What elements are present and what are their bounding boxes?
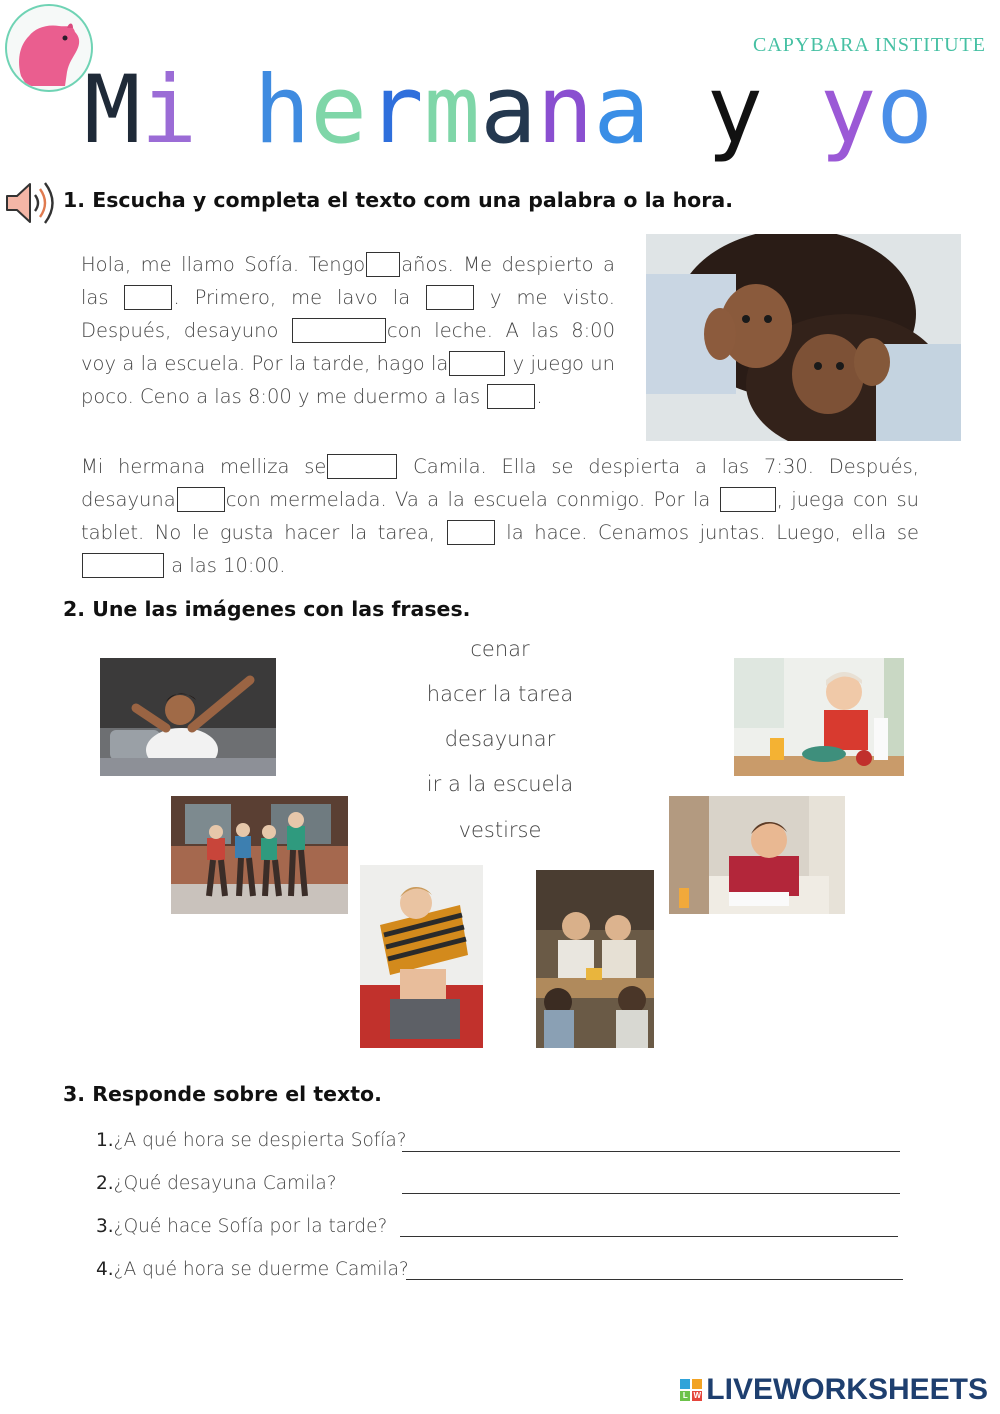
match-word-ir-a-la-escuela[interactable]: ir a la escuela bbox=[426, 772, 574, 796]
text-fragment: Camila. Ella se despierta a las 7:30. Después, desayuna bbox=[81, 455, 919, 511]
answer-line-4[interactable] bbox=[406, 1279, 903, 1280]
text-fragment: Mi hermana melliza se bbox=[81, 455, 327, 478]
question-number: 2. bbox=[96, 1173, 114, 1194]
match-word-vestirse[interactable]: vestirse bbox=[458, 818, 542, 842]
photo-waking-up[interactable] bbox=[100, 658, 276, 776]
title-letter: a bbox=[593, 56, 650, 165]
text-fragment: . Primero, me lavo la bbox=[173, 286, 411, 309]
text-fragment: y me visto. Después, desayuno bbox=[81, 286, 615, 342]
liveworksheets-logo bbox=[680, 1374, 988, 1406]
match-word-cenar[interactable]: cenar bbox=[470, 637, 530, 661]
badge-square bbox=[680, 1379, 690, 1389]
blank-breakfast[interactable] bbox=[292, 318, 386, 343]
question-2 bbox=[96, 1173, 337, 1194]
title-letter: r bbox=[366, 56, 424, 165]
photo-family-dinner[interactable] bbox=[536, 870, 654, 1048]
badge-letter: W bbox=[693, 1391, 702, 1400]
title-letter bbox=[650, 56, 707, 166]
brand-name: CAPYBARA INSTITUTE bbox=[752, 34, 986, 56]
section-2-heading: 2. Une las imágenes con las frases. bbox=[63, 597, 471, 621]
photo-going-to-school[interactable] bbox=[171, 796, 348, 914]
blank-connector[interactable] bbox=[447, 520, 495, 545]
question-text: ¿Qué desayuna Camila? bbox=[113, 1173, 337, 1194]
paragraph-sofia bbox=[81, 248, 615, 413]
text-fragment: la hace. Cenamos juntas. Luego, ella se bbox=[506, 521, 920, 544]
blank-camila-breakfast[interactable] bbox=[177, 487, 225, 512]
photo-twin-girls bbox=[646, 234, 961, 441]
question-number: 4. bbox=[96, 1259, 114, 1280]
paragraph-camila bbox=[81, 450, 919, 582]
match-word-desayunar[interactable]: desayunar bbox=[444, 727, 556, 751]
blank-age[interactable] bbox=[366, 252, 400, 277]
title-letter: o bbox=[876, 56, 933, 165]
title-letter: a bbox=[480, 56, 537, 165]
question-1 bbox=[96, 1130, 407, 1151]
speaker-icon[interactable] bbox=[4, 178, 60, 228]
question-4 bbox=[96, 1259, 409, 1280]
badge-square bbox=[692, 1379, 702, 1389]
answer-line-1[interactable] bbox=[402, 1151, 900, 1152]
title-letter: i bbox=[140, 56, 198, 165]
photo-getting-dressed[interactable] bbox=[360, 865, 483, 1048]
question-text: ¿A qué hora se duerme Camila? bbox=[113, 1259, 409, 1280]
question-text: ¿Qué hace Sofía por la tarde? bbox=[113, 1216, 388, 1237]
section-3-heading: 3. Responde sobre el texto. bbox=[63, 1082, 382, 1106]
photo-breakfast[interactable] bbox=[734, 658, 904, 776]
blank-sleep-verb[interactable] bbox=[82, 553, 164, 578]
match-word-hacer-la-tarea[interactable]: hacer la tarea bbox=[426, 682, 574, 706]
text-fragment: y juego un poco. Ceno a las 8:00 y me duermo a las bbox=[81, 352, 616, 408]
photo-homework[interactable] bbox=[669, 796, 845, 914]
page-title bbox=[84, 56, 933, 166]
blank-name-verb[interactable] bbox=[327, 454, 397, 479]
question-3 bbox=[96, 1216, 387, 1237]
title-letter: e bbox=[310, 56, 367, 165]
liveworksheets-wordmark: LIVEWORKSHEETS bbox=[706, 1373, 988, 1406]
blank-afternoon-task[interactable] bbox=[449, 351, 505, 376]
lw-badge-icon bbox=[680, 1379, 702, 1401]
text-fragment: años. Me despierto a las bbox=[81, 253, 615, 309]
question-number: 1. bbox=[96, 1130, 114, 1151]
title-letter: M bbox=[84, 56, 141, 165]
capybara-logo bbox=[5, 4, 93, 92]
blank-time-of-day[interactable] bbox=[720, 487, 776, 512]
text-fragment: a las 10:00. bbox=[171, 554, 286, 577]
blank-sleep-time[interactable] bbox=[487, 384, 535, 409]
question-text: ¿A qué hora se despierta Sofía? bbox=[113, 1130, 407, 1151]
badge-letter: L bbox=[680, 1391, 690, 1401]
section-1-heading: 1. Escucha y completa el texto com una palabra o la hora. bbox=[63, 188, 733, 212]
blank-wake-time[interactable] bbox=[124, 285, 172, 310]
text-fragment: con leche. A las 8:00 voy a la escuela. Por la tarde, hago la bbox=[81, 319, 615, 375]
title-letter: m bbox=[423, 56, 481, 165]
text-fragment: con mermelada. Va a la escuela conmigo. Por la bbox=[225, 488, 711, 511]
title-letter: n bbox=[536, 56, 594, 165]
title-letter bbox=[763, 56, 820, 166]
title-letter: y bbox=[706, 56, 764, 165]
text-fragment: Hola, me llamo Sofía. Tengo bbox=[81, 253, 366, 276]
question-number: 3. bbox=[96, 1216, 114, 1237]
title-letter: h bbox=[253, 56, 311, 165]
blank-wash[interactable] bbox=[426, 285, 474, 310]
text-fragment: . bbox=[536, 385, 543, 408]
answer-line-2[interactable] bbox=[402, 1193, 900, 1194]
title-letter bbox=[197, 56, 254, 166]
answer-line-3[interactable] bbox=[400, 1236, 898, 1237]
title-letter: y bbox=[819, 56, 877, 165]
text-fragment: , juega con su tablet. No le gusta hacer la tarea, bbox=[81, 488, 920, 544]
